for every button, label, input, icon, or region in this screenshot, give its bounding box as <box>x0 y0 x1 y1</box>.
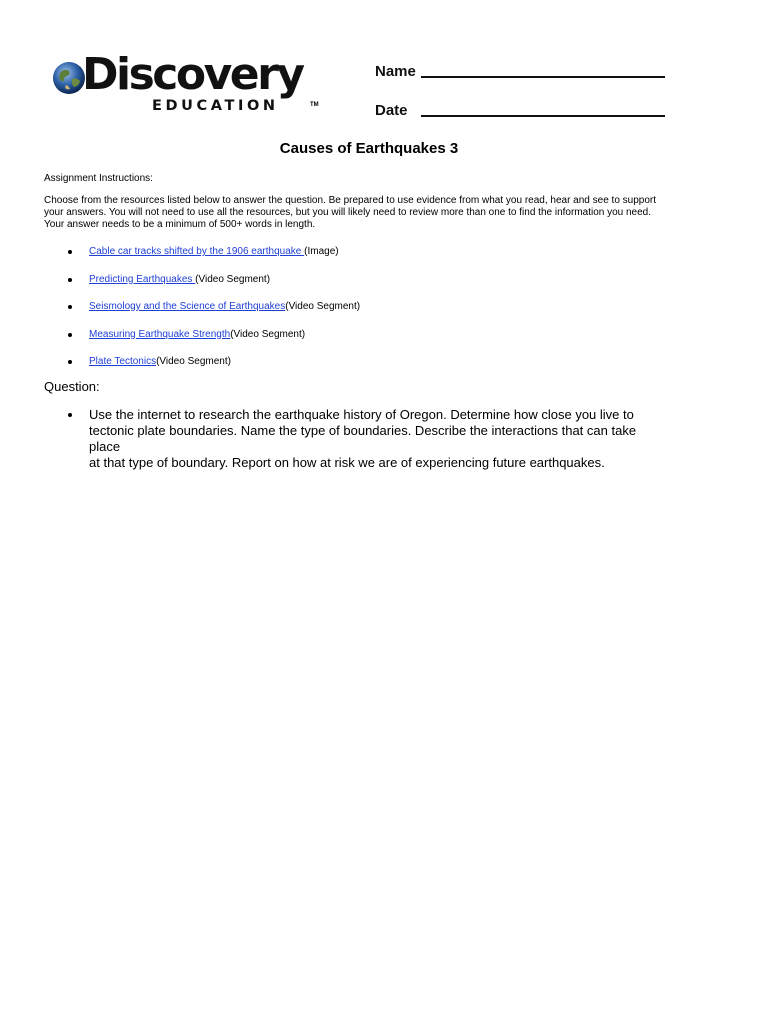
globe-icon <box>52 61 86 95</box>
discovery-education-logo <box>52 49 332 122</box>
list-item <box>44 354 360 382</box>
list-item <box>44 244 360 272</box>
date-label: Date <box>375 102 408 119</box>
list-item <box>44 327 360 355</box>
resource-link-plate-tectonics[interactable]: Plate Tectonics <box>89 356 157 367</box>
resource-link-predicting[interactable]: Predicting Earthquakes <box>89 273 196 285</box>
instructions-line: your answers. You will not need to use all the resources, but you will likely need to review more than one to find the information you need. <box>44 207 652 218</box>
page-title: Causes of Earthquakes 3 <box>279 140 459 157</box>
resource-link-seismology[interactable]: Seismology and the Science of Earthquakes <box>89 301 286 312</box>
resource-list <box>44 244 360 382</box>
resource-type: (Video Segment) <box>230 328 306 340</box>
list-item <box>44 272 360 300</box>
question-heading: Question: <box>44 379 100 394</box>
instructions-line: Your answer needs to be a minimum of 500+ words in length. <box>44 219 316 230</box>
instructions-body <box>44 195 684 231</box>
logo-subtitle: EDUCATION <box>152 98 279 114</box>
question-item <box>44 407 664 471</box>
instructions-heading: Assignment Instructions: <box>44 173 153 184</box>
question-line: Use the internet to research the earthquake history of Oregon. Determine how close you live to <box>89 407 634 422</box>
instructions-line: Choose from the resources listed below to answer the question. Be prepared to use evidence from what you read, hear and see to support <box>44 195 657 206</box>
question-line: at that type of boundary. Report on how at risk we are of experiencing future earthquakes. <box>89 455 605 470</box>
resource-type: (Video Segment) <box>285 301 361 312</box>
logo-trademark: TM <box>310 102 319 108</box>
resource-link-measuring[interactable]: Measuring Earthquake Strength <box>89 328 231 340</box>
name-line[interactable] <box>421 76 665 78</box>
resource-link-cable-car[interactable]: Cable car tracks shifted by the 1906 earthquake <box>89 246 305 257</box>
list-item <box>44 299 360 327</box>
date-field[interactable] <box>375 97 667 121</box>
name-field[interactable] <box>375 58 667 82</box>
name-label: Name <box>375 63 416 80</box>
logo-wordmark: Discovery <box>82 49 303 100</box>
date-line[interactable] <box>421 115 665 117</box>
resource-type: (Image) <box>304 246 339 257</box>
question-line: tectonic plate boundaries. Name the type of boundaries. Describe the interactions that can take place <box>89 423 637 454</box>
resource-type: (Video Segment) <box>195 273 271 285</box>
resource-type: (Video Segment) <box>156 356 231 367</box>
question-list <box>44 407 664 471</box>
